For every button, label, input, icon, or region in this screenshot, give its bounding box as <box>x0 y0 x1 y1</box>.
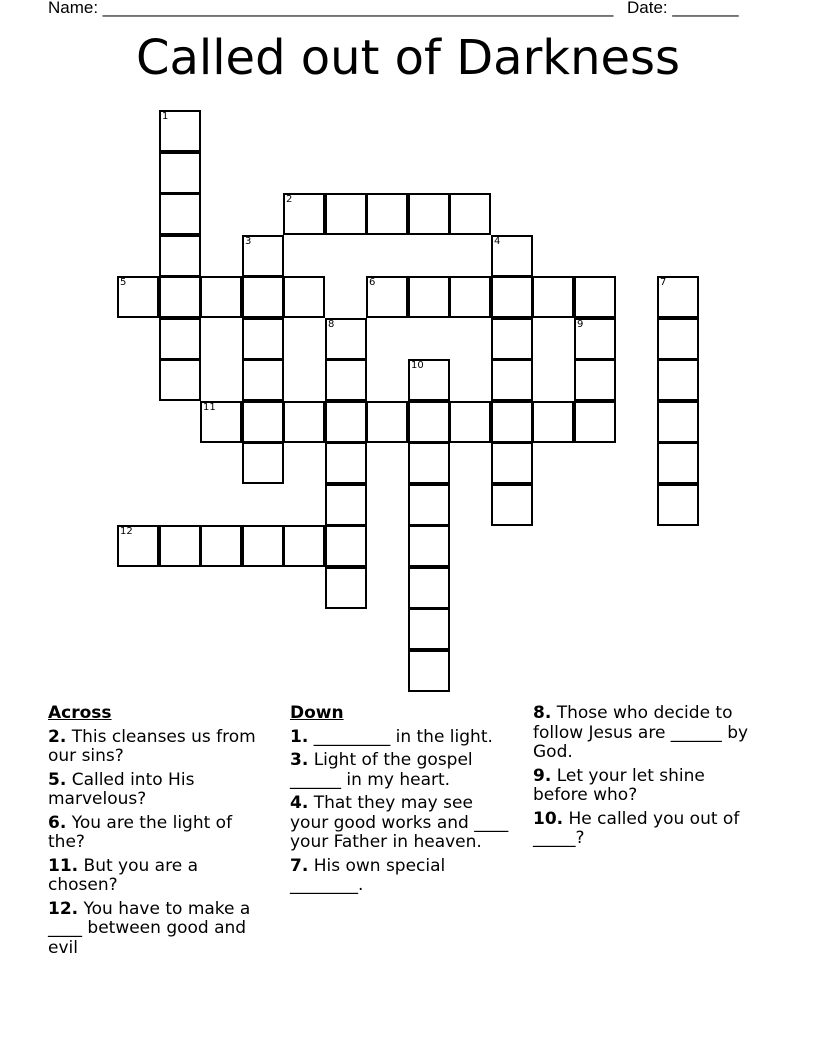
grid-cell[interactable] <box>242 442 284 484</box>
clue-item <box>290 751 515 790</box>
grid-cell[interactable] <box>325 318 367 360</box>
grid-cell[interactable] <box>325 525 367 567</box>
clue-text: Called into His marvelous? <box>48 769 195 809</box>
name-field-label: Name: ______________________________________________________ <box>48 0 614 17</box>
page-title: Called out of Darkness <box>135 30 681 86</box>
clue-number-label: 4. <box>290 793 309 813</box>
clue-item <box>290 857 515 896</box>
clue-number: 3 <box>245 236 252 247</box>
grid-cell[interactable] <box>491 401 533 443</box>
grid-cell[interactable] <box>366 276 408 318</box>
grid-cell[interactable] <box>283 193 325 235</box>
grid-cell[interactable] <box>574 359 616 401</box>
grid-cell[interactable] <box>574 401 616 443</box>
grid-cell[interactable] <box>657 484 699 526</box>
grid-cell[interactable] <box>159 235 201 277</box>
clue-number: 4 <box>494 236 501 247</box>
grid-cell[interactable] <box>325 193 367 235</box>
grid-cell[interactable] <box>117 276 159 318</box>
clue-text: Those who decide to follow Jesus are ______ by God. <box>533 703 749 762</box>
grid-cell[interactable] <box>449 276 491 318</box>
grid-cell[interactable] <box>242 359 284 401</box>
grid-cell[interactable] <box>159 525 201 567</box>
grid-cell[interactable] <box>325 401 367 443</box>
grid-cell[interactable] <box>325 442 367 484</box>
grid-cell[interactable] <box>159 318 201 360</box>
clue-text: You have to make a ____ between good and evil <box>48 898 251 958</box>
grid-cell[interactable] <box>366 193 408 235</box>
grid-cell[interactable] <box>657 318 699 360</box>
clue-text: His own special ________. <box>290 855 446 895</box>
grid-cell[interactable] <box>408 276 450 318</box>
grid-cell[interactable] <box>408 193 450 235</box>
clue-item <box>48 771 273 810</box>
clue-item <box>48 728 273 767</box>
clue-number-label: 12. <box>48 898 79 919</box>
grid-cell[interactable] <box>532 276 574 318</box>
grid-cell[interactable] <box>325 567 367 609</box>
grid-cell[interactable] <box>200 401 242 443</box>
clue-number: 1 <box>162 111 169 122</box>
grid-cell[interactable] <box>408 401 450 443</box>
down-clues-continued <box>533 704 758 853</box>
grid-cell[interactable] <box>117 525 159 567</box>
clue-item <box>533 704 758 763</box>
clue-text: This cleanses us from our sins? <box>48 726 256 766</box>
grid-cell[interactable] <box>657 442 699 484</box>
clue-number: 11 <box>203 402 216 413</box>
grid-cell[interactable] <box>242 276 284 318</box>
clue-text: _________ in the light. <box>308 726 493 747</box>
clue-number-label: 3. <box>290 750 309 770</box>
grid-cell[interactable] <box>408 650 450 692</box>
grid-cell[interactable] <box>491 442 533 484</box>
grid-cell[interactable] <box>366 401 408 443</box>
clue-text: You are the light of the? <box>48 812 233 852</box>
date-field-label: Date: _______ <box>627 0 739 17</box>
clue-item <box>290 794 515 853</box>
grid-cell[interactable] <box>159 110 201 152</box>
grid-cell[interactable] <box>159 276 201 318</box>
clue-item <box>48 900 273 959</box>
clue-number-label: 10. <box>533 808 564 829</box>
grid-cell[interactable] <box>159 152 201 194</box>
clue-number-label: 6. <box>48 812 67 833</box>
clue-number: 10 <box>411 360 424 371</box>
grid-cell[interactable] <box>408 359 450 401</box>
grid-cell[interactable] <box>408 442 450 484</box>
grid-cell[interactable] <box>283 276 325 318</box>
clue-item <box>533 810 758 849</box>
grid-cell[interactable] <box>532 401 574 443</box>
grid-cell[interactable] <box>657 359 699 401</box>
clue-text: But you are a chosen? <box>48 855 198 895</box>
grid-cell[interactable] <box>491 276 533 318</box>
clue-text: That they may see your good works and ____ your Father in heaven. <box>290 793 509 852</box>
clue-number: 6 <box>369 277 376 288</box>
clue-item <box>290 728 515 748</box>
grid-cell[interactable] <box>491 235 533 277</box>
clue-number-label: 1. <box>290 726 309 747</box>
grid-cell[interactable] <box>657 276 699 318</box>
clue-number: 8 <box>328 319 335 330</box>
down-heading: Down <box>290 703 344 723</box>
grid-cell[interactable] <box>408 567 450 609</box>
clue-number-label: 5. <box>48 769 67 790</box>
across-heading: Across <box>48 703 112 723</box>
grid-cell[interactable] <box>200 525 242 567</box>
clue-text: He called you out of _____? <box>533 808 740 848</box>
grid-cell[interactable] <box>574 276 616 318</box>
grid-cell[interactable] <box>200 276 242 318</box>
grid-cell[interactable] <box>242 235 284 277</box>
grid-cell[interactable] <box>449 193 491 235</box>
clue-number: 12 <box>120 526 133 537</box>
clue-number-label: 2. <box>48 726 67 747</box>
grid-cell[interactable] <box>574 318 616 360</box>
grid-cell[interactable] <box>491 318 533 360</box>
clue-item <box>48 814 273 853</box>
clue-item <box>533 767 758 806</box>
clue-text: Let your let shine before who? <box>533 765 705 805</box>
grid-cell[interactable] <box>491 484 533 526</box>
grid-cell[interactable] <box>408 608 450 650</box>
grid-cell[interactable] <box>449 401 491 443</box>
clue-number-label: 7. <box>290 855 309 876</box>
grid-cell[interactable] <box>657 401 699 443</box>
clue-number-label: 9. <box>533 765 552 786</box>
grid-cell[interactable] <box>159 193 201 235</box>
clue-number-label: 8. <box>533 703 552 723</box>
clue-number: 5 <box>120 277 127 288</box>
grid-cell[interactable] <box>408 484 450 526</box>
grid-cell[interactable] <box>159 359 201 401</box>
clue-number: 7 <box>660 277 667 288</box>
grid-cell[interactable] <box>408 525 450 567</box>
across-clues <box>48 704 273 962</box>
grid-cell[interactable] <box>242 318 284 360</box>
grid-cell[interactable] <box>242 401 284 443</box>
clue-number-label: 11. <box>48 855 79 876</box>
grid-cell[interactable] <box>491 359 533 401</box>
grid-cell[interactable] <box>283 401 325 443</box>
grid-cell[interactable] <box>325 484 367 526</box>
clue-number: 9 <box>577 319 584 330</box>
grid-cell[interactable] <box>242 525 284 567</box>
down-clues <box>290 704 515 900</box>
clue-item <box>48 857 273 896</box>
clue-number: 2 <box>286 194 293 205</box>
clue-text: Light of the gospel ______ in my heart. <box>290 750 473 790</box>
grid-cell[interactable] <box>325 359 367 401</box>
grid-cell[interactable] <box>283 525 325 567</box>
